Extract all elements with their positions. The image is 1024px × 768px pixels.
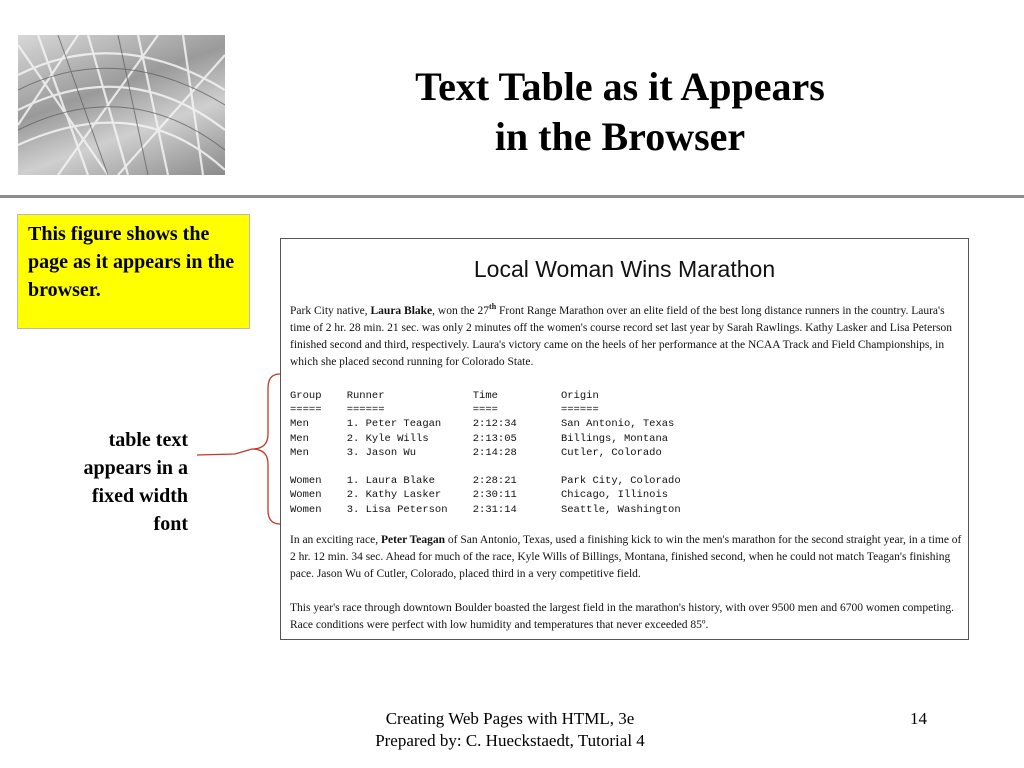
title-divider: [0, 195, 1024, 198]
geodesic-dome-image: [18, 35, 225, 175]
article-paragraph-1: [290, 303, 962, 371]
slide-title-line-1: Text Table as it Appears: [415, 64, 825, 109]
text-run: In an exciting race,: [290, 534, 381, 546]
side-annotation: [40, 426, 188, 538]
bold-name: Peter Teagan: [381, 534, 445, 546]
article-paragraph-2: [290, 532, 962, 583]
dome-lattice-graphic: [18, 35, 225, 175]
curly-brace-icon: [190, 372, 290, 527]
text-run: Park City native,: [290, 305, 371, 317]
side-annotation-line: font: [153, 513, 188, 535]
article-paragraph-3: This year's race through downtown Boulder boasted the largest field in the marathon's history, with over 9500 men and 6700 women competing. Race conditions were perfect with low humidity and temperatures that never exceeded 85º.: [290, 602, 954, 631]
slide-footer: [280, 708, 740, 752]
ordinal-suffix: th: [489, 302, 497, 312]
side-annotation-line: appears in a: [83, 457, 188, 479]
side-annotation-line: fixed width: [91, 485, 188, 507]
bold-name: Laura Blake: [370, 305, 433, 317]
text-run: of San Antonio, Texas, used a finishing kick to win the men's marathon for the second straight year, in a time of 2 hr. 12 min. 34 sec. Ahead for much of the race, Kyle Wills of Billings, Montana, finished second, when he could not match Teagan's finishing pace. Jason Wu of Cutler, Colorado, placed third in a very competitive field.: [290, 534, 962, 580]
side-annotation-line: table text: [108, 429, 188, 451]
yellow-callout-box: This figure shows the page as it appears in the browser.: [17, 214, 250, 329]
article-headline: Local Woman Wins Marathon: [473, 256, 776, 282]
footer-line-1: Creating Web Pages with HTML, 3e: [385, 709, 635, 728]
race-results-text-table: Group Runner Time Origin ===== ====== ==== ====== Men 1. Peter Teagan 2:12:34 San Antonio, Texas Men 2. Kyle Wills 2:13:05 Billings, Montana Men 3. Jason Wu 2:14:28 Cutler, Colorado Women 1. Laura Blake 2:28:21 Park City, Colorado Women 2. Kathy Lasker 2:30:11 Chicago, Illinois Women 3. Lisa Peterson 2:31:14 Seattle, Washington: [290, 390, 681, 516]
page-number: 14: [910, 709, 927, 728]
text-run: , won the 27: [432, 305, 490, 317]
slide-title: [300, 62, 940, 162]
footer-line-2: Prepared by: C. Hueckstaedt, Tutorial 4: [375, 731, 645, 750]
text-run: Front Range Marathon over an elite field of the best long distance runners in the country. Laura's time of 2 hr. 28 min. 21 sec. was only 2 minutes off the women's course record set last year by Sarah Rawlings. Kathy Lasker and Lisa Peterson finished second and third, respectively. Laura's victory came on the heels of her performance at the NCAA Track and Field Championships, in which she placed second running for Colorado State.: [290, 305, 953, 368]
browser-screenshot: [280, 238, 969, 640]
slide-title-line-2: in the Browser: [494, 114, 746, 159]
